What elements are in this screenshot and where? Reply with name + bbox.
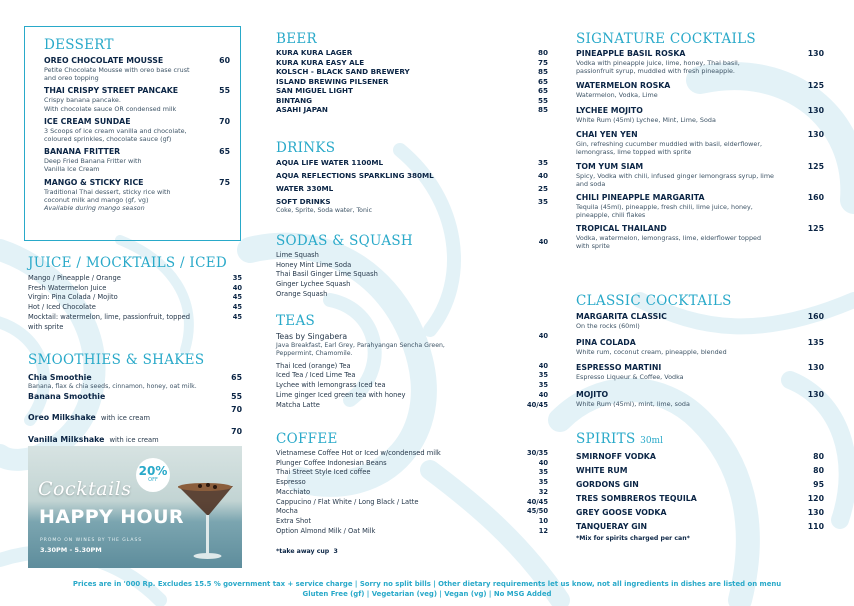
discount-badge (136, 458, 170, 492)
signature-item-name: PINEAPPLE BASIL ROSKA (576, 49, 686, 58)
footer-pricing-note: Prices are in '000 Rp. Excludes 15.5 % government tax + service charge | Sorry no split bills | Other dietary requirements let us know, not all ingredients in dishes are listed on menu (72, 580, 782, 588)
dessert-item (44, 117, 230, 143)
juice-item-name: Mocktail: watermelon, lime, passionfruit, topped (28, 312, 190, 321)
classic-item (576, 390, 824, 408)
smoothie-item-desc: Banana, flax & chia seeds, cinnamon, honey, oat milk. (28, 383, 197, 390)
coffee-item-name: Extra Shot (276, 516, 311, 525)
coffee-item-price: 30/35 (526, 449, 548, 457)
signature-item-price: 130 (807, 129, 824, 139)
beer-item-price: 55 (537, 95, 548, 105)
soda-item: Lime Squash (276, 251, 319, 259)
beer-item-price: 65 (537, 76, 548, 86)
dessert-item-price: 60 (219, 56, 230, 65)
spirit-item-name: TANQUERAY GIN (576, 522, 648, 531)
spirit-item-price: 130 (807, 508, 824, 517)
smoothie-item-suffix: with ice cream (109, 436, 159, 444)
tea-item-name: Iced Tea / Iced Lime Tea (276, 371, 356, 380)
dessert-item-desc: With chocolate sauce OR condensed milk (44, 104, 177, 113)
coffee-item-name: Thai Street Style Iced coffee (276, 468, 371, 477)
tea-item-price: 40 (538, 361, 548, 370)
dessert-item-price: 55 (219, 86, 230, 96)
dessert-item-note: Available during mango season (44, 204, 145, 213)
dessert-item-name: THAI CRISPY STREET PANCAKE (44, 86, 179, 96)
coffee-item-name: Plunger Coffee Indonesian Beans (276, 458, 387, 467)
dessert-item-desc: coloured sprinkles, chocolate sauce (gf) (44, 135, 172, 144)
spirit-item-name: GREY GOOSE VODKA (576, 508, 667, 517)
spirit-item-price: 110 (807, 522, 824, 531)
soda-item: Honey Mint Lime Soda (276, 260, 352, 269)
spirit-item-name: WHITE RUM (576, 466, 628, 475)
smoothie-item-price: 55 (231, 392, 242, 401)
beer-item (276, 67, 548, 77)
tea-item-name: Matcha Latte (276, 400, 320, 409)
classic-item (576, 338, 824, 356)
drink-item-price: 35 (537, 197, 548, 206)
spirit-item-name: SMIRNOFF VODKA (576, 452, 656, 461)
dessert-item (44, 147, 230, 173)
classic-item-price: 135 (807, 338, 824, 348)
tea-header-desc: Peppermint, Chamomile. (276, 349, 353, 357)
coffee-item-price: 45/50 (526, 507, 548, 516)
signature-item-name: LYCHEE MOJITO (576, 105, 643, 115)
classic-item-desc: On the rocks (60ml) (576, 322, 640, 330)
coffee-item-name: Vietnamese Coffee Hot or Iced w/condensed milk (276, 449, 441, 457)
coffee-item-price: 35 (538, 468, 548, 477)
beer-item-price: 85 (537, 105, 548, 114)
classic-item (576, 312, 824, 330)
coffee-item-name: Option Almond Milk / Oat Milk (276, 526, 376, 535)
drink-item-name: WATER 330ML (276, 184, 334, 193)
promo-subtitle: PROMO ON WINES BY THE GLASS (40, 538, 143, 543)
dessert-item-desc: Deep Fried Banana Fritter with (44, 157, 142, 166)
signature-item-name: WATERMELON ROSKA (576, 81, 671, 91)
coffee-item (276, 459, 548, 469)
signature-item (576, 193, 824, 219)
tea-header-desc: Java Breakfast, Earl Grey, Parahyangan Sencha Green, (276, 341, 445, 349)
signature-item (576, 162, 824, 188)
coffee-item-name: Espresso (276, 478, 306, 487)
coffee-item (276, 488, 548, 498)
signature-item-desc: Vodka, watermelon, lemongrass, lime, elderflower topped with sprite (576, 234, 762, 251)
tea-item (276, 362, 548, 372)
coffee-item (276, 498, 548, 508)
juice-item (28, 303, 242, 313)
spirit-item (576, 508, 824, 518)
smoothie-item-price: 70 (231, 427, 242, 436)
drinks-section (276, 140, 548, 215)
signature-item-name: CHAI YEN YEN (576, 129, 638, 139)
smoothie-item (28, 427, 242, 446)
spirits-title (576, 431, 824, 449)
tea-item (276, 381, 548, 391)
signature-item (576, 106, 824, 124)
classic-item-name: MOJITO (576, 389, 609, 399)
classic-item-name: MARGARITA CLASSIC (576, 312, 667, 321)
tea-item-price: 40 (538, 390, 548, 399)
dessert-item-desc: Crispy banana pancake. (44, 96, 121, 105)
smoothie-item (28, 405, 242, 424)
dessert-item-desc: coconut milk and mango (gf, vg) (44, 195, 149, 204)
coffee-item-price: 32 (538, 487, 548, 496)
sodas-title: SODAS & SQUASH (276, 233, 413, 249)
coffee-item-name: Cappucino / Flat White / Long Black / Latte (276, 497, 419, 506)
tea-header (276, 332, 548, 342)
juice-item-price: 45 (232, 303, 242, 312)
coffee-item (276, 517, 548, 527)
coffee-item (276, 449, 548, 459)
classic-item-desc: White Rum (45ml), mint, lime, soda (576, 399, 690, 408)
drink-item-name: SOFT DRINKS (276, 197, 331, 206)
signature-item-desc: Gin, refreshing cucumber muddled with basil, elderflower, lemongrass, lime topped with sprite (576, 139, 762, 157)
drink-item-desc: Coke, Sprite, Soda water, Tonic (276, 206, 373, 214)
smoothie-item-name: Chia Smoothie (28, 373, 92, 382)
beer-item (276, 86, 548, 96)
beer-item-name: KURA KURA LAGER (276, 48, 353, 57)
spirit-item (576, 466, 824, 476)
tea-item (276, 391, 548, 401)
soda-item: Ginger Lychee Squash (276, 280, 351, 289)
signature-item-desc: Vodka with pineapple juice, lime, honey, Thai basil, passionfruit syrup, muddled with fresh pineapple. (576, 59, 740, 76)
beer-section (276, 31, 548, 115)
tea-item-name: Lychee with lemongrass Iced tea (276, 381, 386, 390)
drink-item (276, 158, 548, 168)
spirit-item (576, 480, 824, 490)
tea-header-name: Teas by Singabera (276, 332, 348, 341)
coffee-title: COFFEE (276, 431, 338, 447)
beer-item-name: KOLSCH - BLACK SAND BREWERY (276, 67, 410, 76)
beer-item-name: ASAHI JAPAN (276, 105, 328, 114)
signature-item-name: TROPICAL THAILAND (576, 224, 667, 234)
spirit-item-name: TRES SOMBREROS TEQUILA (576, 494, 697, 503)
beer-item (276, 48, 548, 58)
tea-item (276, 371, 548, 381)
signature-item-desc: Tequila (45ml), pineapple, fresh chili, lime juice, honey, pineapple, chili flakes (576, 203, 753, 220)
dessert-title: DESSERT (44, 37, 114, 53)
smoothie-item-price: 70 (231, 405, 242, 414)
signature-item-desc: Spicy, Vodka with chili, infused ginger lemongrass syrup, lime and soda (576, 172, 774, 189)
classic-item-price: 130 (807, 389, 824, 399)
classic-item-name: PINA COLADA (576, 338, 636, 348)
coffee-item-price: 35 (538, 478, 548, 487)
juice-section (28, 255, 242, 332)
drink-item (276, 197, 548, 207)
promo-script-title: Cocktails (38, 478, 132, 500)
signature-item-price: 160 (807, 193, 824, 203)
drinks-title: DRINKS (276, 140, 336, 156)
juice-item-name: Hot / Iced Chocolate (28, 303, 96, 312)
signature-item-name: CHILI PINEAPPLE MARGARITA (576, 193, 705, 203)
dessert-item-name: BANANA FRITTER (44, 147, 121, 157)
classic-item-name: ESPRESSO MARTINI (576, 363, 662, 373)
smoothies-section (28, 352, 242, 446)
signature-item (576, 130, 824, 156)
classic-item-desc: Espresso Liqueur & Coffee, Vodka (576, 373, 684, 382)
spirit-item-price: 80 (813, 452, 824, 461)
beer-item-price: 65 (537, 86, 548, 95)
spirit-item-name: GORDONS GIN (576, 480, 639, 489)
juice-item (28, 313, 242, 332)
dessert-item (44, 178, 230, 213)
drink-item (276, 184, 548, 194)
classic-item (576, 363, 824, 381)
menu-footer (0, 579, 854, 599)
signature-item-price: 130 (807, 105, 824, 115)
tea-item-price: 35 (538, 381, 548, 390)
dessert-item-desc: Vanilla Ice Cream (44, 165, 100, 174)
signature-item-price: 125 (807, 81, 824, 91)
juice-item-price: 45 (232, 312, 242, 321)
dessert-item (44, 56, 230, 82)
teas-title: TEAS (276, 313, 316, 329)
signature-item (576, 49, 824, 75)
juice-title: JUICE / MOCKTAILS / ICED (28, 255, 227, 271)
beer-item (276, 77, 548, 87)
tea-item-price: 35 (538, 371, 548, 380)
signature-title: SIGNATURE COCKTAILS (576, 31, 756, 47)
juice-item-name: Mango / Pineapple / Orange (28, 274, 121, 282)
spirit-item (576, 522, 824, 532)
dessert-item-desc: and oreo topping (44, 74, 99, 83)
classic-cocktails-section (576, 293, 824, 412)
spirit-item (576, 452, 824, 462)
signature-item-price: 125 (807, 162, 824, 172)
tea-header-price: 40 (538, 332, 548, 340)
beer-item (276, 105, 548, 115)
juice-item-name: Virgin: Pina Colada / Mojito (28, 293, 118, 302)
discount-badge-label: OFF (148, 477, 158, 483)
tea-item-price: 40/45 (526, 400, 548, 409)
teas-section (276, 313, 548, 410)
dessert-item-name: OREO CHOCOLATE MOUSSE (44, 56, 164, 65)
spirits-section (576, 431, 824, 543)
beer-item-name: ISLAND BREWING PILSENER (276, 76, 389, 86)
tea-item-name: Thai Iced (orange) Tea (276, 361, 351, 370)
tea-item (276, 401, 548, 411)
beer-item-name: KURA KURA EASY ALE (276, 57, 365, 67)
signature-item (576, 224, 824, 250)
spirits-subtitle: 30ml (640, 436, 663, 446)
signature-item-desc: White Rum (45ml) Lychee, Mint, Lime, Soda (576, 115, 716, 124)
signature-item-name: TOM YUM SIAM (576, 162, 644, 172)
signature-item (576, 81, 824, 99)
dessert-item-price: 70 (219, 116, 230, 126)
discount-badge-value: 20% (138, 464, 168, 478)
dessert-item (44, 86, 230, 112)
coffee-item-name: Mocha (276, 507, 298, 516)
coffee-item-price: 12 (538, 526, 548, 535)
coffee-item-name: Macchiato (276, 487, 311, 496)
spirit-item-price: 95 (813, 480, 824, 489)
coffee-item (276, 468, 548, 478)
smoothie-item-name: Oreo Milkshake (28, 413, 96, 422)
spirit-item (576, 494, 824, 504)
smoothie-item (28, 373, 242, 383)
dessert-item-price: 65 (219, 147, 230, 157)
beer-title: BEER (276, 31, 317, 47)
smoothies-title: SMOOTHIES & SHAKES (28, 352, 205, 368)
beer-item-price: 80 (537, 48, 548, 57)
classic-title: CLASSIC COCKTAILS (576, 293, 732, 309)
classic-item-desc: White rum, coconut cream, pineapple, blended (576, 348, 727, 357)
juice-item (28, 274, 242, 284)
signature-item-price: 125 (807, 224, 824, 234)
dessert-item-name: MANGO & STICKY RICE (44, 177, 144, 187)
smoothie-item-name: Banana Smoothie (28, 392, 106, 401)
coffee-item (276, 527, 548, 537)
juice-item-price: 40 (232, 283, 242, 292)
spirits-title-text: SPIRITS (576, 431, 636, 447)
juice-item-name-cont: with sprite (28, 322, 64, 331)
coffee-item (276, 507, 548, 517)
signature-cocktails-section (576, 31, 824, 255)
sodas-section (276, 233, 548, 300)
coffee-note: *take away cup 3 (276, 548, 338, 556)
coffee-item-price: 40/45 (526, 497, 548, 506)
juice-item (28, 293, 242, 303)
dessert-item-desc: Traditional Thai dessert, sticky rice with (44, 187, 171, 196)
juice-item (28, 284, 242, 294)
dessert-item-price: 75 (219, 177, 230, 187)
drink-item (276, 171, 548, 181)
signature-item-price: 130 (807, 49, 824, 58)
soda-item: Orange Squash (276, 289, 328, 298)
dessert-item-desc: Petite Chocolate Mousse with oreo base crust (44, 66, 190, 74)
dessert-section (44, 37, 230, 217)
spirit-item-price: 80 (813, 466, 824, 475)
beer-item-name: SAN MIGUEL LIGHT (276, 86, 353, 95)
beer-item (276, 96, 548, 106)
spirits-note: *Mix for spirits charged per can* (576, 535, 690, 542)
beer-item (276, 58, 548, 68)
promo-time: 3.30PM - 5.30PM (40, 546, 102, 554)
signature-item-desc: Watermelon, Vodka, Lime (576, 91, 658, 100)
juice-item-price: 45 (232, 293, 242, 302)
drink-item-price: 40 (537, 171, 548, 180)
sodas-price: 40 (538, 238, 548, 246)
coffee-section (276, 431, 548, 556)
beer-item-name: BINTANG (276, 95, 312, 105)
beer-item-price: 75 (537, 57, 548, 67)
coffee-item (276, 478, 548, 488)
drink-item-price: 25 (537, 184, 548, 193)
drink-item-name: AQUA LIFE WATER 1100ML (276, 158, 384, 167)
dessert-item-desc: 3 Scoops of ice cream vanilla and chocolate, (44, 126, 187, 135)
smoothie-item-suffix: with ice cream (100, 414, 151, 422)
happy-hour-promo-banner (28, 446, 242, 568)
promo-main-title: HAPPY HOUR (39, 506, 184, 528)
sodas-list (276, 251, 378, 300)
dessert-item-name: ICE CREAM SUNDAE (44, 116, 131, 126)
beer-item-price: 85 (537, 67, 548, 76)
smoothie-item (28, 392, 242, 402)
classic-item-price: 160 (807, 312, 824, 321)
drink-item-price: 35 (537, 158, 548, 167)
juice-item-name: Fresh Watermelon Juice (28, 283, 107, 292)
soda-item: Thai Basil Ginger Lime Squash (276, 270, 378, 279)
coffee-item-price: 40 (538, 458, 548, 467)
classic-item-price: 130 (807, 363, 824, 373)
smoothie-item-name: Vanilla Milkshake (28, 435, 105, 444)
tea-item-name: Lime ginger Iced green tea with honey (276, 390, 406, 399)
footer-dietary-legend: Gluten Free (gf) | Vegetarian (veg) | Vegan (vg) | No MSG Added (302, 590, 552, 598)
spirit-item-price: 120 (807, 494, 824, 503)
coffee-item-price: 10 (538, 516, 548, 525)
drink-item-name: AQUA REFLECTIONS SPARKLING 380ML (276, 171, 434, 180)
juice-item-price: 35 (232, 274, 242, 282)
smoothie-item-price: 65 (231, 373, 242, 382)
